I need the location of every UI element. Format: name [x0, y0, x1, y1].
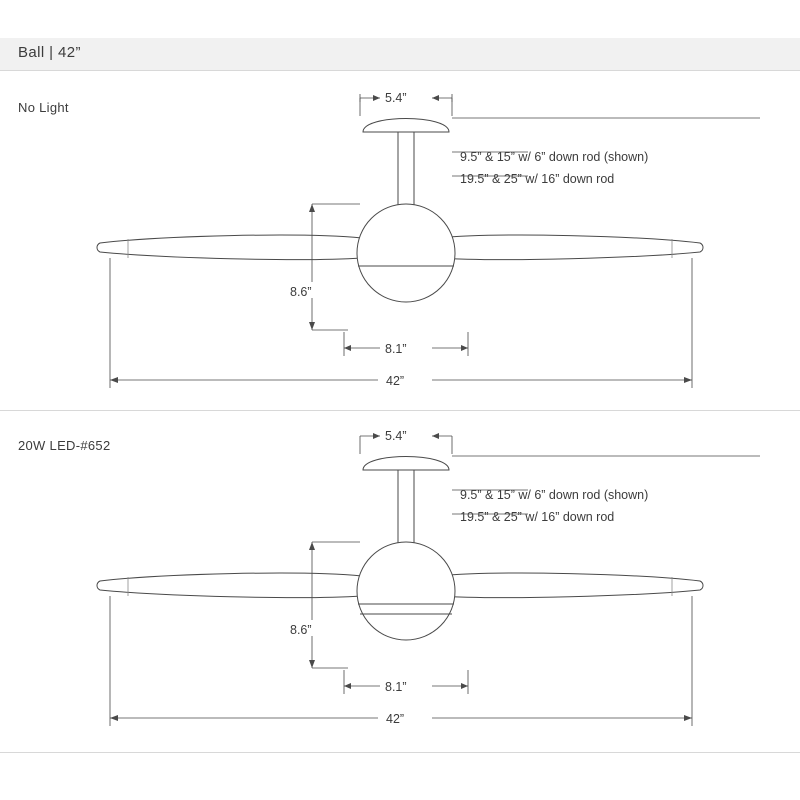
body-width-text-bottom: 8.1” — [385, 680, 407, 694]
body-width-text-top: 8.1” — [385, 342, 407, 356]
blade-span-text-bottom: 42” — [386, 712, 405, 726]
body-width-dimension-bottom — [344, 670, 468, 694]
page-title: Ball | 42” — [18, 44, 81, 61]
canopy-dim-text-bottom: 5.4” — [385, 429, 407, 443]
canopy-dimension-bottom — [360, 429, 452, 454]
downrod-note-line-3: 9.5” & 15” w/ 6” down rod (shown) — [460, 488, 649, 502]
downrod-leaders-bottom — [452, 456, 760, 514]
body-height-dimension-bottom — [286, 542, 360, 668]
canopy-dim-text-top: 5.4” — [385, 91, 407, 105]
downrod-leaders-top — [452, 118, 760, 176]
fan-body-bottom — [357, 542, 455, 640]
canopy-top — [363, 119, 449, 211]
body-height-text-top: 8.6” — [290, 285, 312, 299]
fan-body-top — [357, 204, 455, 302]
body-height-dimension-top — [286, 204, 360, 330]
downrod-note-line-2: 19.5” & 25” w/ 16” down rod — [460, 172, 615, 186]
canopy-bottom — [363, 457, 449, 549]
downrod-note-line-1: 9.5” & 15” w/ 6” down rod (shown) — [460, 150, 649, 164]
section-label-led: 20W LED-#652 — [18, 438, 111, 453]
body-height-text-bottom: 8.6” — [290, 623, 312, 637]
blade-span-text-top: 42” — [386, 374, 405, 388]
section-label-no-light: No Light — [18, 100, 69, 115]
downrod-note-line-4: 19.5” & 25” w/ 16” down rod — [460, 510, 615, 524]
canopy-dimension-top — [360, 91, 452, 116]
body-width-dimension-top — [344, 332, 468, 356]
